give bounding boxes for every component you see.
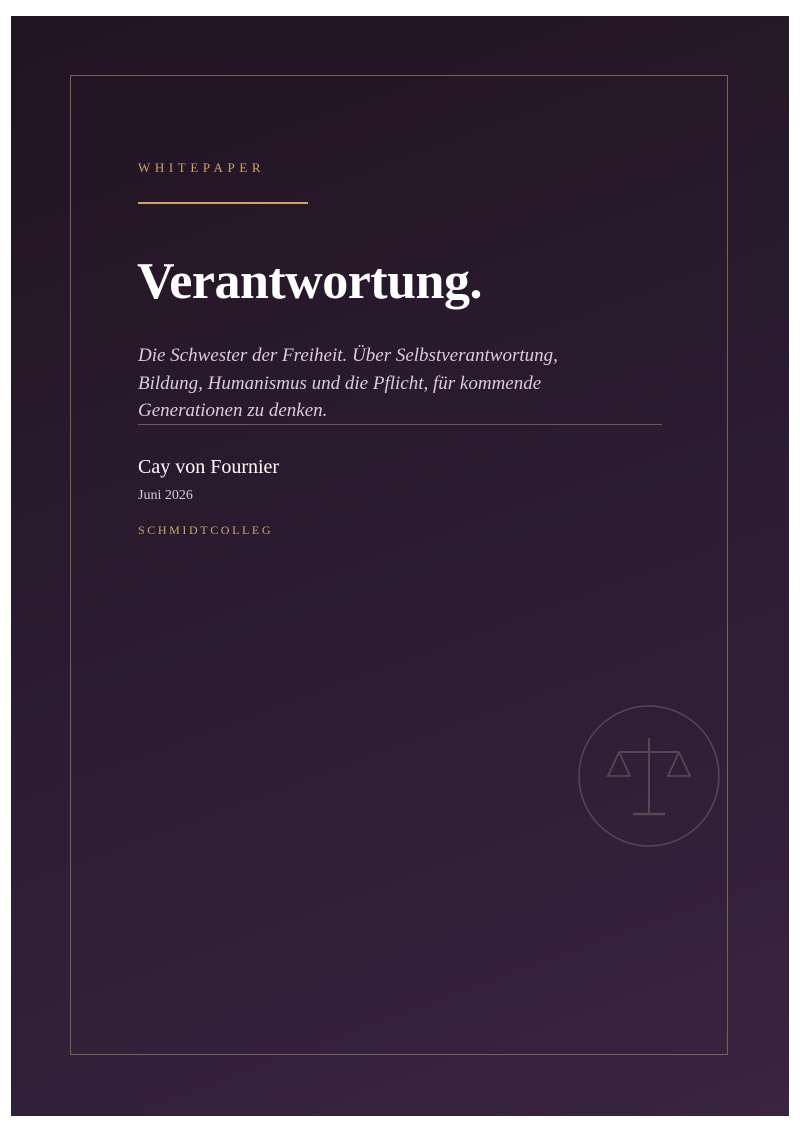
document-subtitle: Die Schwester der Freiheit. Über Selbstverantwortung, Bildung, Humanismus und die Pflicht, für kommende Generationen zu denken. xyxy=(138,345,558,421)
organization-name: SCHMIDTCOLLEG xyxy=(138,523,274,537)
cover-page xyxy=(11,16,789,1116)
document-type-label: WHITEPAPER xyxy=(138,160,266,175)
eyebrow-divider xyxy=(138,202,308,204)
subtitle-divider xyxy=(138,424,662,425)
document-title: Verantwortung. xyxy=(137,253,482,310)
scales-of-justice-icon xyxy=(577,704,721,848)
author-name: Cay von Fournier xyxy=(138,456,280,478)
publication-date: Juni 2026 xyxy=(138,488,193,503)
cover-frame xyxy=(70,75,728,1055)
